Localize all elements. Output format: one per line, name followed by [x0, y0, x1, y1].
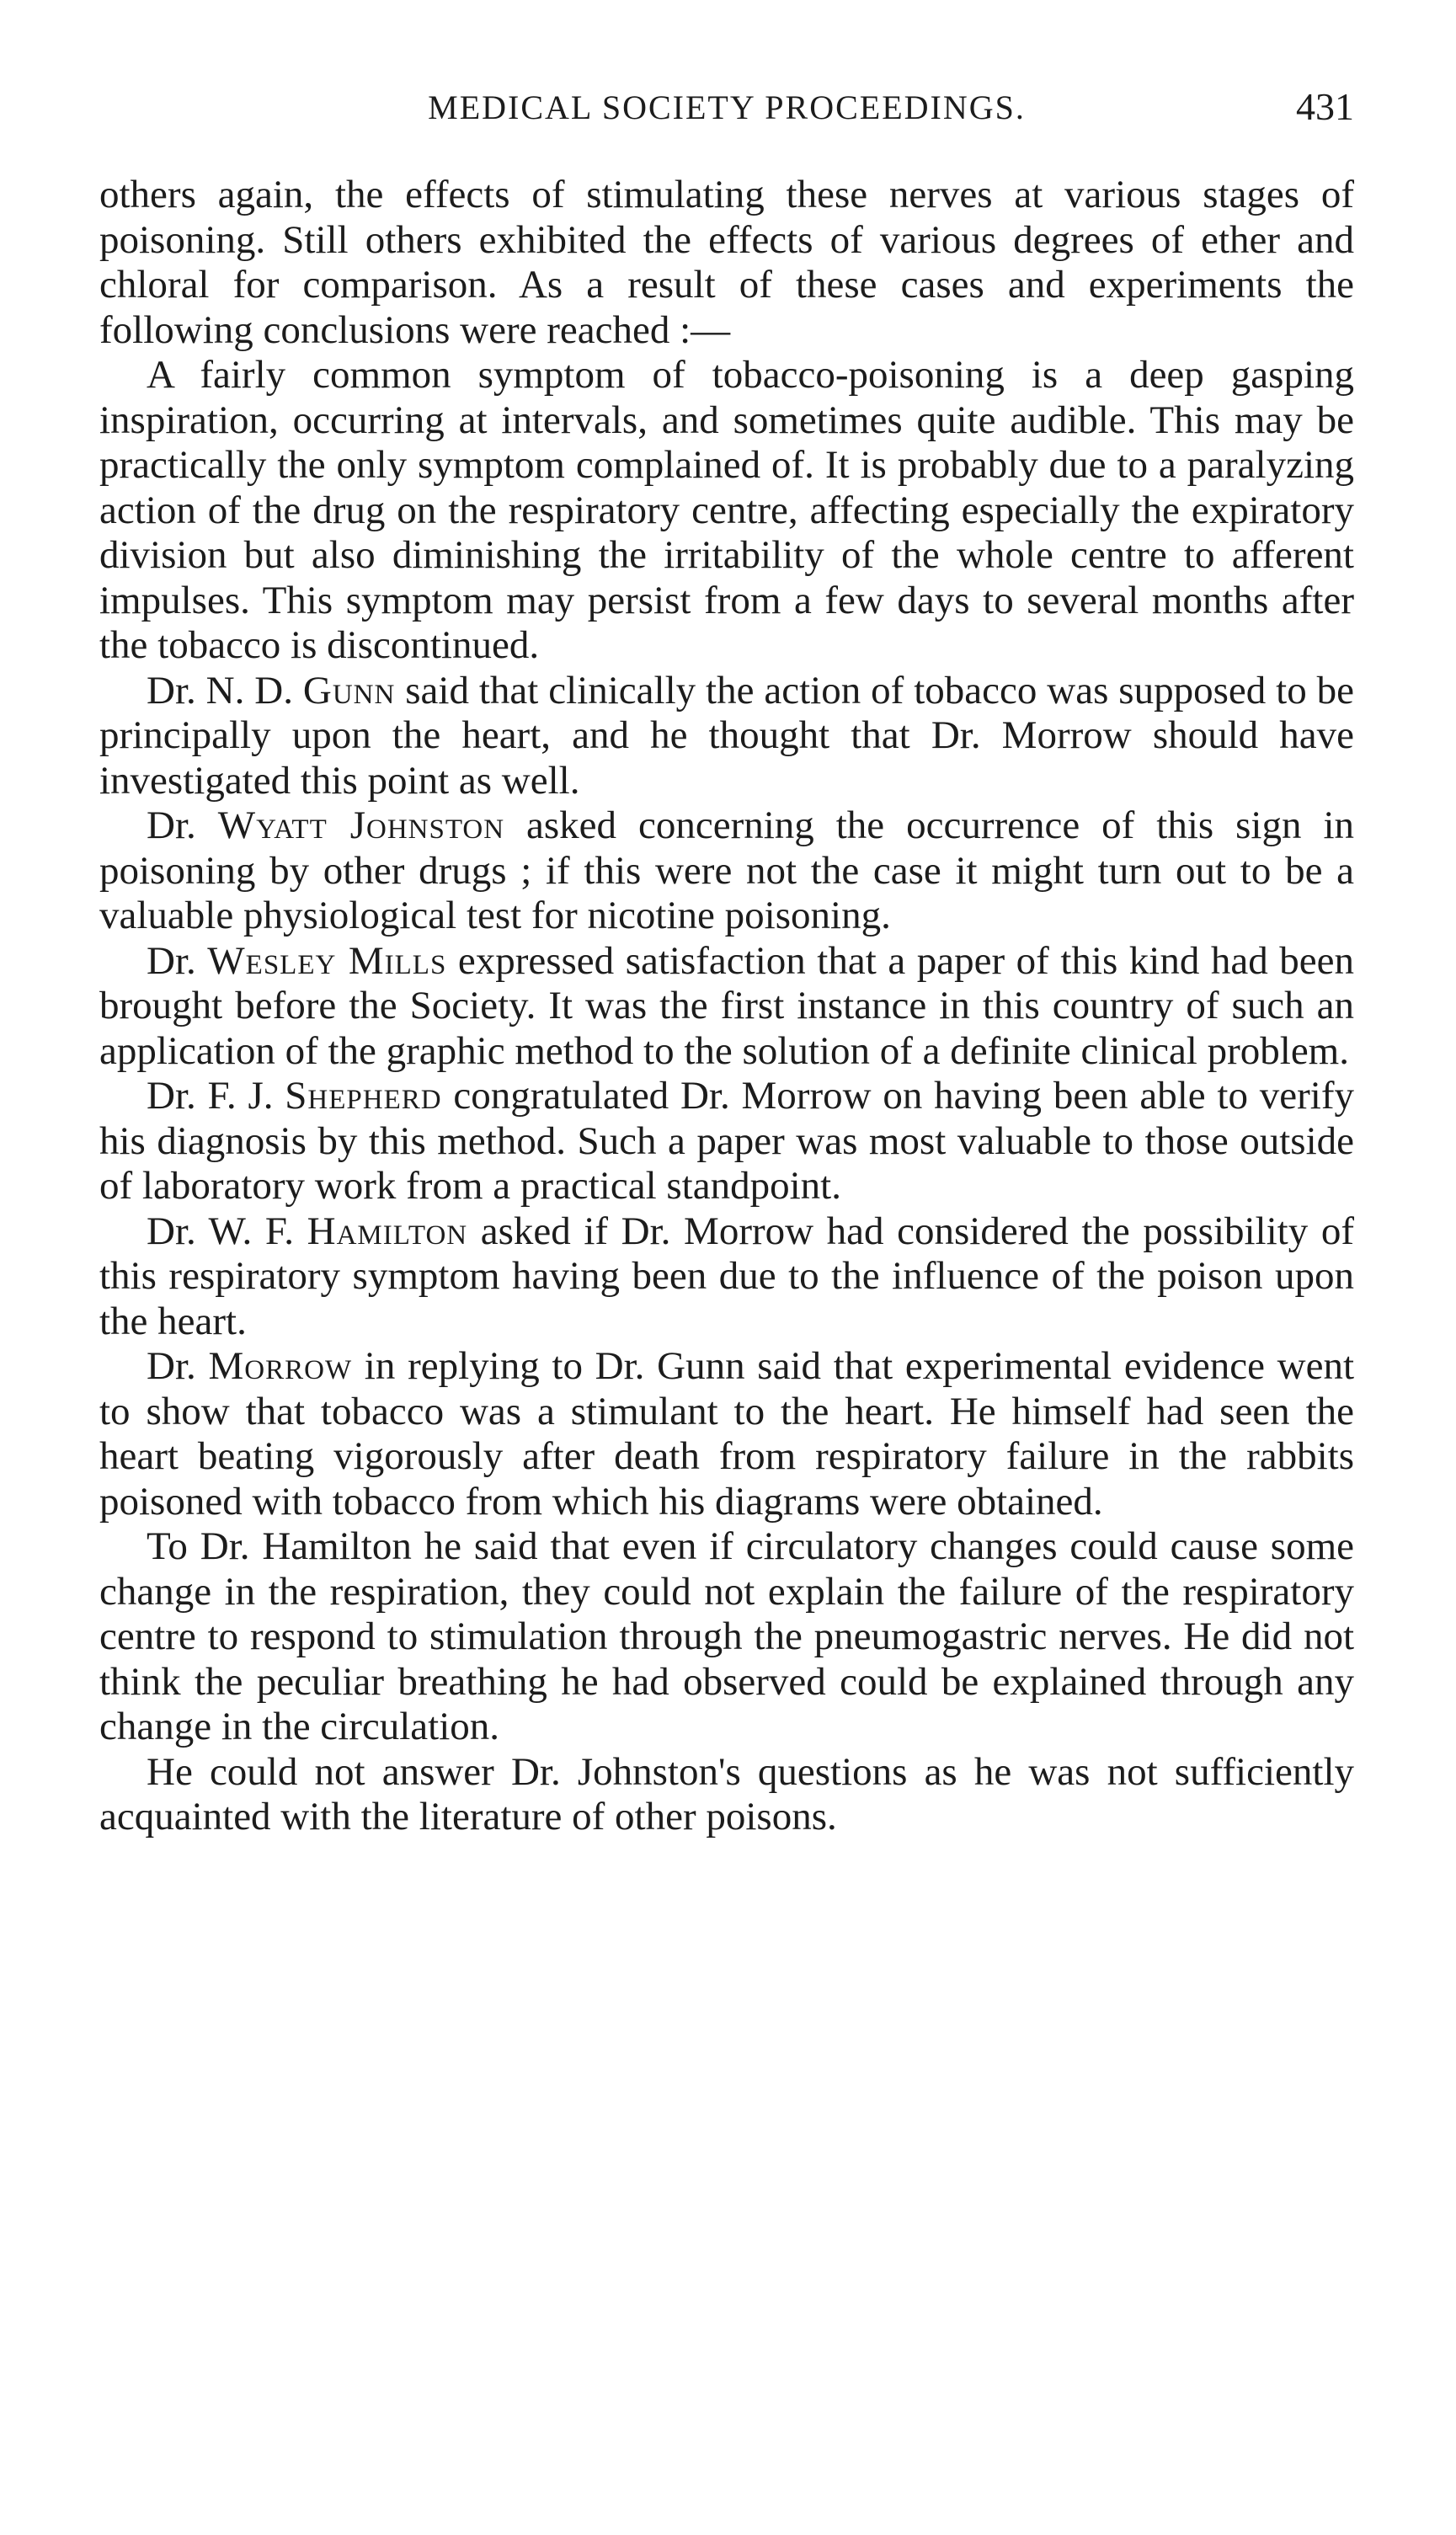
paragraph-9: [99, 1524, 1354, 1750]
speaker-name: Wyatt Johnston: [217, 803, 505, 847]
paragraph-text: asked if Dr. Morrow had considered the possibility of this respiratory symptom having been due to the influence of the poison upon the heart.: [99, 1209, 1354, 1343]
paragraph-5: [99, 939, 1354, 1075]
paragraph-text: expressed satisfaction that a paper of this kind had been brought before the Society. It was the first instance in this country of such an application of the graphic method to the solution of a definite clinical problem.: [99, 938, 1355, 1073]
speaker-prefix: Dr.: [147, 938, 208, 983]
paragraph-2: [99, 353, 1354, 669]
body-text: [99, 173, 1354, 1840]
speaker-name: Morrow: [208, 1344, 353, 1388]
paragraph-4: [99, 803, 1354, 939]
paragraph-1: [99, 173, 1354, 353]
paragraph-8: [99, 1344, 1354, 1524]
paragraph-text: asked concerning the occurrence of this sign in poisoning by other drugs ; if this were not the case it might turn out to be a valuable physiological test for nicotine poisoning.: [99, 803, 1355, 937]
speaker-name: Gunn: [302, 668, 396, 712]
paragraph-3: [99, 669, 1354, 804]
speaker-prefix: Dr. N. D.: [147, 668, 303, 712]
paragraph-text: others again, the effects of stimulating these nerves at various stages of poisoning. Still others exhibited the effects of various degrees of ether and chloral for comparison. As a result of these cases and experiments the following conclusions were reached :—: [99, 173, 1354, 352]
running-title: MEDICAL SOCIETY PROCEEDINGS.: [428, 88, 1026, 126]
speaker-name: Shepherd: [285, 1074, 442, 1118]
paragraph-6: [99, 1074, 1354, 1209]
running-head: [99, 84, 1354, 135]
paragraph-text: To Dr. Hamilton he said that even if circulatory changes could cause some change in the respiration, they could not explain the failure of the respiratory centre to respond to stimulation through the pneumogastric nerves. He did not think the peculiar breathing he had observed could be explained through any change in the circulation.: [99, 1524, 1354, 1748]
speaker-prefix: Dr. F. J.: [147, 1074, 285, 1118]
speaker-prefix: Dr.: [147, 803, 218, 847]
speaker-name: Wesley Mills: [207, 938, 447, 983]
paragraph-text: congratulated Dr. Morrow on having been able to verify his diagnosis by this method. Such a paper was most valuable to those outside of laboratory work from a practical standpoint.: [99, 1074, 1354, 1208]
paragraph-text: said that clinically the action of tobacco was supposed to be principally upon the heart, and he thought that Dr. Morrow should have investigated this point as well.: [99, 668, 1354, 803]
speaker-name: Hamilton: [307, 1209, 468, 1253]
speaker-prefix: Dr.: [147, 1344, 209, 1388]
paragraph-text: He could not answer Dr. Johnston's questions as he was not sufficiently acquainted with the literature of other poisons.: [99, 1749, 1354, 1839]
paragraph-7: [99, 1209, 1354, 1345]
page-number: 431: [1296, 85, 1354, 128]
paragraph-text: A fairly common symptom of tobacco-poisoning is a deep gasping inspiration, occurring at intervals, and sometimes quite audible. This may be practically the only symptom complained of. It is probably due to a paralyzing action of the drug on the respiratory centre, affecting especially the expiratory division but also diminishing the irritability of the whole centre to afferent impulses. This symptom may persist from a few days to several months after the tobacco is discontinued.: [99, 353, 1354, 667]
paragraph-text: in replying to Dr. Gunn said that experimental evidence went to show that tobacco was a stimulant to the heart. He himself had seen the heart beating vigorously after death from respiratory failure in the rabbits poisoned with tobacco from which his diagrams were obtained.: [99, 1344, 1355, 1524]
paragraph-10: [99, 1750, 1354, 1840]
speaker-prefix: Dr. W. F.: [147, 1209, 307, 1253]
